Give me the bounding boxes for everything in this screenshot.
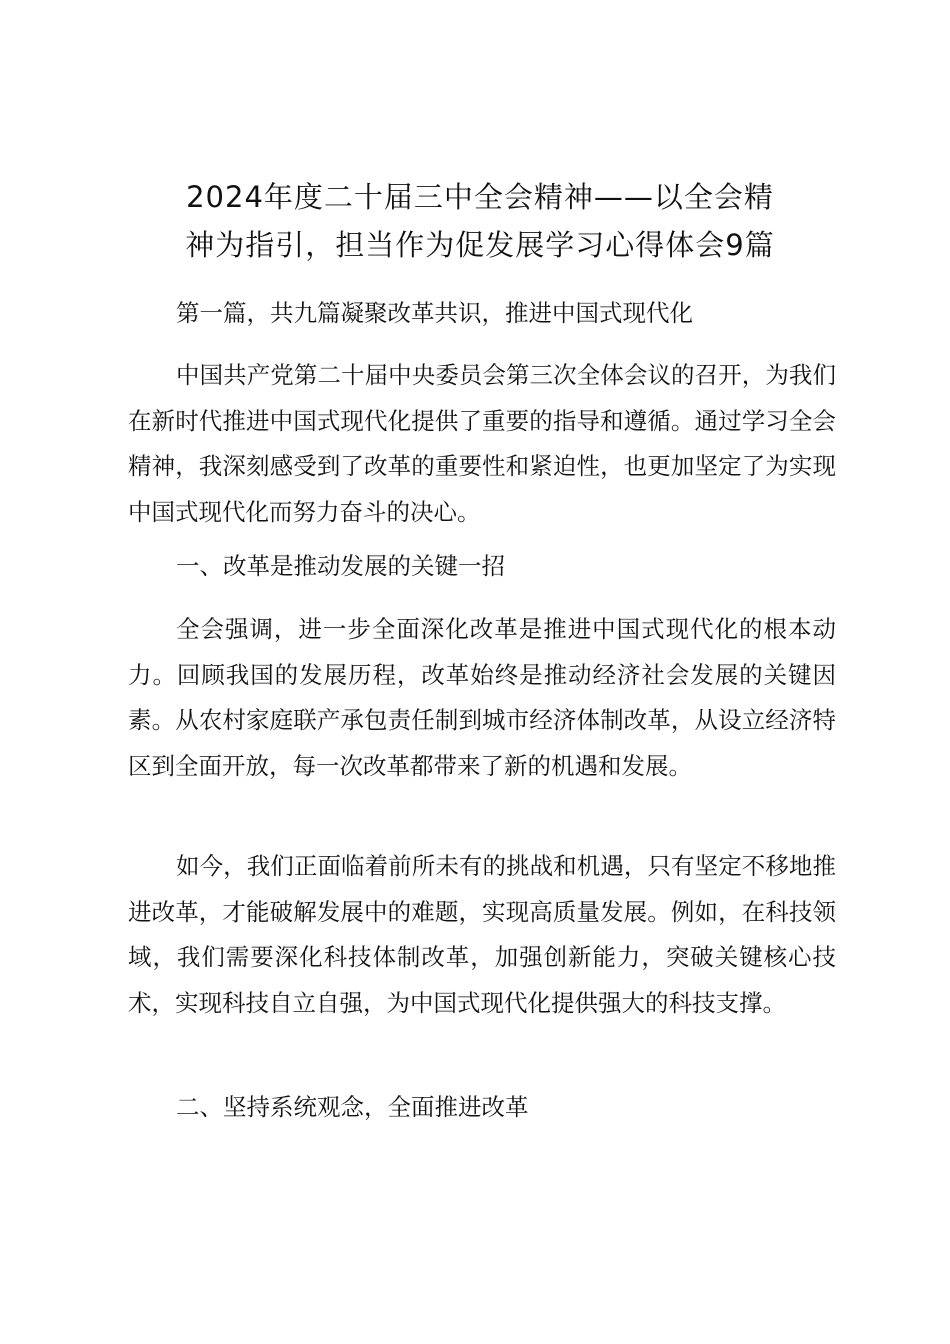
- section-heading-2: 二、坚持系统观念，全面推进改革: [176, 1093, 529, 1121]
- title-line-1: 2024年度二十届三中全会精神——以全会精: [186, 180, 774, 214]
- title-line-2: 神为指引，担当作为促发展学习心得体会9篇: [185, 228, 775, 262]
- intro-line: 第一篇，共九篇凝聚改革共识，推进中国式现代化: [176, 299, 693, 327]
- section-heading-1: 一、改革是推动发展的关键一招: [176, 552, 505, 580]
- document-title: [120, 173, 840, 269]
- paragraph-1: 中国共产党第二十届中央委员会第三次全体会议的召开，为我们在新时代推进中国式现代化提供了重要的指导和遵循。通过学习全会精神，我深刻感受到了改革的重要性和紧迫性，也更加坚定了为实现中国式现代化而努力奋斗的决心。: [128, 361, 836, 526]
- paragraph-2: 全会强调，进一步全面深化改革是推进中国式现代化的根本动力。回顾我国的发展历程，改革始终是推动经济社会发展的关键因素。从农村家庭联产承包责任制到城市经济体制改革，从设立经济特区到全面开放，每一次改革都带来了新的机遇和发展。: [128, 615, 836, 780]
- paragraph-3: 如今，我们正面临着前所未有的挑战和机遇，只有坚定不移地推进改革，才能破解发展中的难题，实现高质量发展。例如，在科技领域，我们需要深化科技体制改革，加强创新能力，突破关键核心技术，实现科技自立自强，为中国式现代化提供强大的科技支撑。: [128, 852, 836, 1017]
